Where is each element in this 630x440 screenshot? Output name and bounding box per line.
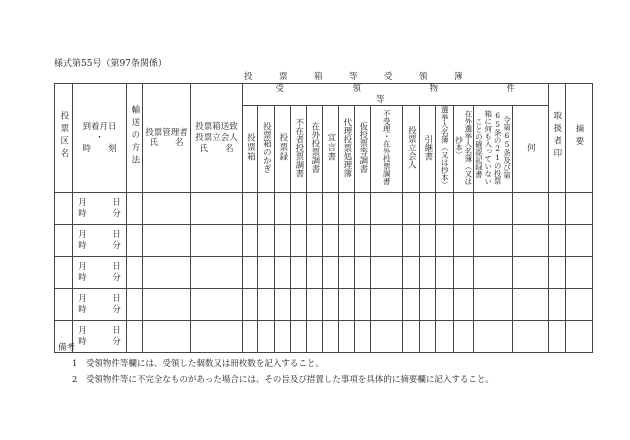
item-col-voter-roll: 選挙人名簿（又は抄本） [436, 106, 454, 193]
cell-remarks[interactable] [565, 225, 592, 257]
date-label-day: 日 [112, 262, 121, 273]
cell-item-count[interactable] [243, 193, 258, 225]
cell-item-count[interactable] [258, 225, 275, 257]
cell-handler-seal[interactable] [548, 257, 565, 289]
cell-item-count[interactable] [307, 289, 323, 321]
cell-remarks[interactable] [565, 193, 592, 225]
cell-item-count[interactable] [436, 289, 454, 321]
cell-arrival[interactable] [73, 257, 127, 289]
notes-title: 備考 [58, 343, 76, 353]
cell-item-count[interactable] [474, 257, 513, 289]
cell-item-count[interactable] [355, 193, 371, 225]
cell-item-count[interactable] [243, 289, 258, 321]
cell-handler-seal[interactable] [548, 193, 565, 225]
cell-item-count[interactable] [454, 257, 474, 289]
cell-handler-seal[interactable] [548, 321, 565, 353]
cell-item-count[interactable] [323, 257, 339, 289]
cell-item-count[interactable] [512, 289, 548, 321]
cell-transport[interactable] [127, 289, 143, 321]
cell-item-count[interactable] [512, 257, 548, 289]
cell-item-count[interactable] [291, 257, 307, 289]
date-label-day: 日 [112, 230, 121, 241]
cell-item-count[interactable] [420, 193, 436, 225]
date-label-hour: 時 [78, 208, 87, 219]
cell-item-count[interactable] [474, 193, 513, 225]
notes-section [58, 340, 494, 388]
cell-handler-seal[interactable] [548, 225, 565, 257]
cell-district[interactable] [55, 257, 73, 289]
item-col-provisional-report: 仮投票等調書 [355, 106, 371, 193]
cell-item-count[interactable] [403, 289, 420, 321]
cell-transport[interactable] [127, 193, 143, 225]
cell-item-count[interactable] [403, 193, 420, 225]
cell-item-count[interactable] [307, 193, 323, 225]
cell-item-count[interactable] [371, 257, 403, 289]
date-label-minute: 分 [112, 304, 121, 315]
date-label-day: 日 [112, 326, 121, 337]
cell-item-count[interactable] [474, 225, 513, 257]
cell-district[interactable] [55, 225, 73, 257]
item-col-empty-box-record: 令第65条及び第65条の21の投票箱に何も入っていないことの確認記録書 [474, 106, 513, 193]
cell-item-count[interactable] [291, 289, 307, 321]
cell-sender[interactable] [191, 225, 243, 257]
cell-item-count[interactable] [323, 193, 339, 225]
cell-sender[interactable] [191, 289, 243, 321]
date-label-month: 月 [78, 230, 87, 241]
cell-sender[interactable] [191, 257, 243, 289]
item-col-overseas-report: 在外投票調書 [307, 106, 323, 193]
cell-item-count[interactable] [454, 225, 474, 257]
date-label-month: 月 [78, 262, 87, 273]
table-row [55, 257, 593, 289]
cell-item-count[interactable] [307, 225, 323, 257]
date-label-minute: 分 [112, 240, 121, 251]
document-title: 投 票 箱 等 受 領 簿 [244, 72, 472, 82]
cell-district[interactable] [55, 289, 73, 321]
note-item: 1 受領物件等欄には、受領した個数又は冊枚数を記入すること。 [72, 359, 324, 369]
cell-item-count[interactable] [355, 225, 371, 257]
cell-item-count[interactable] [323, 289, 339, 321]
cell-remarks[interactable] [565, 321, 592, 353]
date-label-minute: 分 [112, 336, 121, 347]
cell-item-count[interactable] [275, 289, 291, 321]
date-label-minute: 分 [112, 272, 121, 283]
cell-item-count[interactable] [355, 257, 371, 289]
cell-item-count[interactable] [454, 193, 474, 225]
date-label-hour: 時 [78, 240, 87, 251]
table-row [55, 193, 593, 225]
item-col-rejection-report: 不受理・在外投票調書 [371, 106, 403, 193]
cell-handler-seal[interactable] [548, 289, 565, 321]
cell-item-count[interactable] [371, 225, 403, 257]
cell-item-count[interactable] [275, 257, 291, 289]
item-col-absentee-report: 不在者投票調書 [291, 106, 307, 193]
cell-item-count[interactable] [258, 257, 275, 289]
cell-item-count[interactable] [307, 257, 323, 289]
item-col-witness: 投票立会人 [403, 106, 420, 193]
form-number-label: 様式第55号（第97条関係） [54, 59, 167, 69]
header-handler: 取扱者印 [548, 84, 565, 193]
date-label-month: 月 [78, 326, 87, 337]
cell-item-count[interactable] [512, 321, 548, 353]
item-col-overseas-roll: 在外選挙人名簿（又は抄本） [454, 106, 474, 193]
header-received-items: 受 領 物 件 等 [243, 84, 549, 106]
cell-manager[interactable] [143, 225, 191, 257]
cell-district[interactable] [55, 193, 73, 225]
cell-item-count[interactable] [420, 289, 436, 321]
cell-transport[interactable] [127, 257, 143, 289]
date-label-day: 日 [112, 294, 121, 305]
cell-item-count[interactable] [436, 225, 454, 257]
cell-item-count[interactable] [323, 225, 339, 257]
cell-item-count[interactable] [339, 193, 355, 225]
table-row [55, 289, 593, 321]
cell-item-count[interactable] [454, 289, 474, 321]
cell-item-count[interactable] [339, 257, 355, 289]
cell-arrival[interactable] [73, 225, 127, 257]
header-manager: 投票管理者 氏 名 [143, 84, 191, 193]
cell-item-count[interactable] [291, 193, 307, 225]
cell-item-count[interactable] [371, 289, 403, 321]
cell-item-count[interactable] [291, 225, 307, 257]
header-arrival: 到着月日 ・ 時 刻 [73, 84, 127, 193]
cell-item-count[interactable] [512, 193, 548, 225]
cell-item-count[interactable] [243, 257, 258, 289]
cell-item-count[interactable] [420, 225, 436, 257]
cell-item-count[interactable] [355, 289, 371, 321]
cell-item-count[interactable] [436, 257, 454, 289]
item-col-ballot-box-key: 投票箱のかぎ [258, 106, 275, 193]
item-col-proxy-voting: 代理投票処理簿 [339, 106, 355, 193]
cell-item-count[interactable] [474, 289, 513, 321]
cell-item-count[interactable] [403, 257, 420, 289]
cell-manager[interactable] [143, 193, 191, 225]
item-col-other: 何 [512, 106, 548, 193]
date-label-hour: 時 [78, 336, 87, 347]
cell-item-count[interactable] [243, 225, 258, 257]
note-item: 2 受領物件等に不完全なものがあった場合には、その旨及び措置した事項を具体的に摘要欄に記入すること。 [72, 375, 494, 385]
cell-item-count[interactable] [339, 225, 355, 257]
header-district: 投票区名 [55, 84, 73, 193]
item-col-voting-record: 投票録 [275, 106, 291, 193]
table-row [55, 225, 593, 257]
date-label-month: 月 [78, 294, 87, 305]
item-col-declaration: 宣言書 [323, 106, 339, 193]
cell-arrival[interactable] [73, 193, 127, 225]
item-col-handover: 引継書 [420, 106, 436, 193]
date-label-hour: 時 [78, 304, 87, 315]
cell-item-count[interactable] [339, 289, 355, 321]
cell-transport[interactable] [127, 225, 143, 257]
date-label-minute: 分 [112, 208, 121, 219]
cell-item-count[interactable] [275, 193, 291, 225]
cell-arrival[interactable] [73, 289, 127, 321]
cell-item-count[interactable] [258, 289, 275, 321]
cell-item-count[interactable] [403, 225, 420, 257]
cell-manager[interactable] [143, 289, 191, 321]
cell-item-count[interactable] [512, 225, 548, 257]
date-label-month: 月 [78, 198, 87, 209]
cell-sender[interactable] [191, 193, 243, 225]
item-col-ballot-box: 投票箱 [243, 106, 258, 193]
cell-item-count[interactable] [436, 193, 454, 225]
cell-item-count[interactable] [371, 193, 403, 225]
cell-manager[interactable] [143, 257, 191, 289]
date-label-hour: 時 [78, 272, 87, 283]
cell-item-count[interactable] [420, 257, 436, 289]
date-label-day: 日 [112, 198, 121, 209]
header-sender: 投票箱送致 投票立会人 氏 名 [191, 84, 243, 193]
cell-item-count[interactable] [258, 193, 275, 225]
cell-item-count[interactable] [275, 225, 291, 257]
receipt-ledger-table [54, 83, 593, 353]
cell-remarks[interactable] [565, 257, 592, 289]
header-transport: 輸送の方法 [127, 84, 143, 193]
cell-remarks[interactable] [565, 289, 592, 321]
header-remarks: 摘要 [565, 84, 592, 193]
